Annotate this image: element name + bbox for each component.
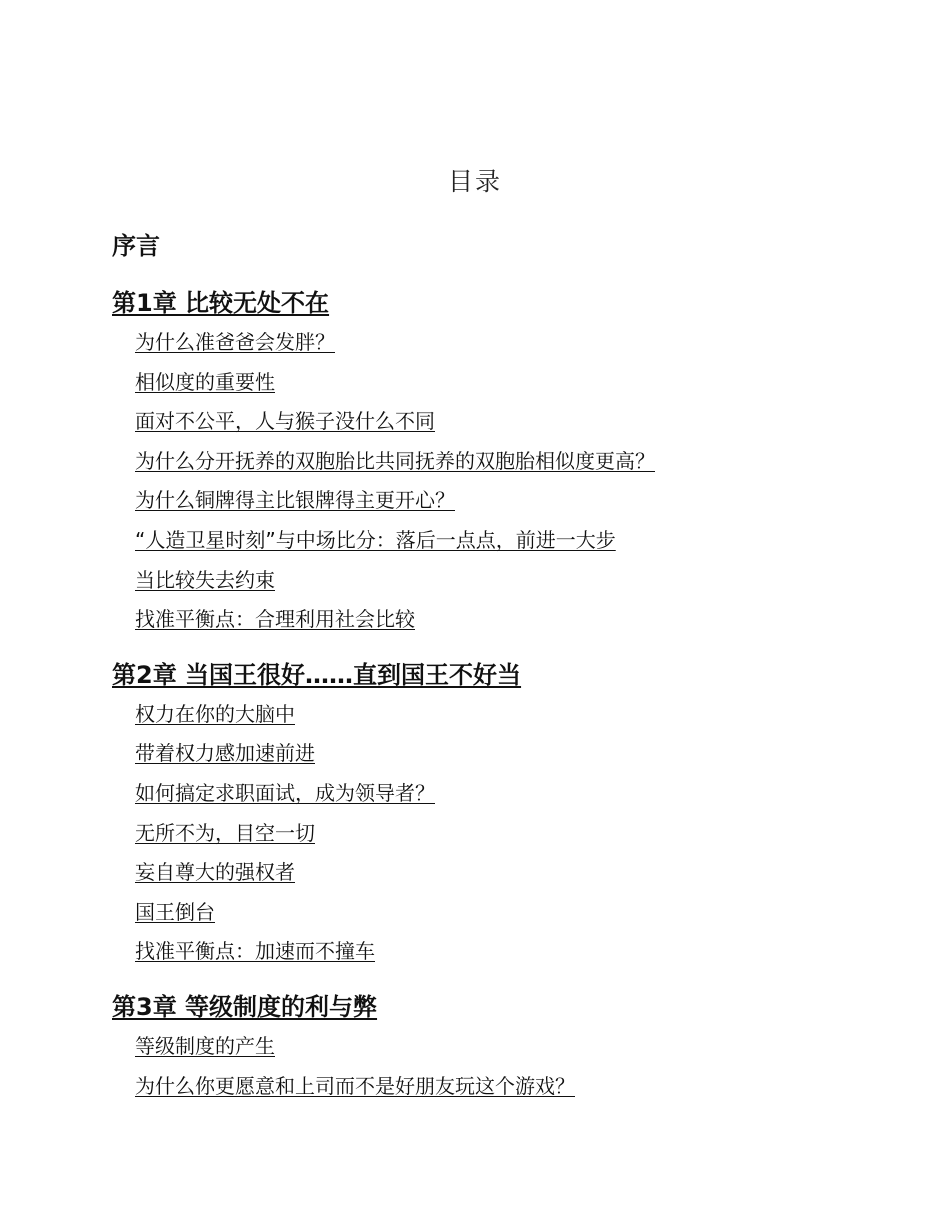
chapter-3-title[interactable]: 第3章 等级制度的利与弊 <box>112 992 378 1021</box>
toc-link[interactable]: 为什么铜牌得主比银牌得主更开心？ <box>135 488 455 513</box>
toc-link[interactable]: “人造卫星时刻”与中场比分：落后一点点，前进一大步 <box>135 527 616 552</box>
preface-heading[interactable]: 序言 <box>112 232 160 260</box>
chapter-2-title[interactable]: 第2章 当国王很好……直到国王不好当 <box>112 660 522 689</box>
toc-link[interactable]: 如何搞定求职面试，成为领导者？ <box>135 780 435 805</box>
toc-link[interactable]: 为什么准爸爸会发胖？ <box>135 330 335 354</box>
toc-link[interactable]: 找准平衡点：加速而不撞车 <box>135 939 375 964</box>
chapter-3 <box>112 987 892 1106</box>
chapter-1 <box>112 283 892 640</box>
chapter-2 <box>112 655 892 972</box>
toc-link[interactable]: 国王倒台 <box>135 899 215 924</box>
chapter-spacer <box>112 972 892 987</box>
table-of-contents <box>112 226 892 1106</box>
toc-link[interactable]: 面对不公平，人与猴子没什么不同 <box>135 409 435 434</box>
toc-link[interactable]: 当比较失去约束 <box>135 567 275 592</box>
chapter-1-title[interactable]: 第1章 比较无处不在 <box>112 289 330 317</box>
toc-link[interactable]: 妄自尊大的强权者 <box>135 860 295 885</box>
toc-link[interactable]: 为什么分开抚养的双胞胎比共同抚养的双胞胎相似度更高？ <box>135 448 655 473</box>
toc-link[interactable]: 相似度的重要性 <box>135 369 275 394</box>
toc-link[interactable]: 带着权力感加速前进 <box>135 741 315 766</box>
toc-title: 目录 <box>447 167 502 196</box>
toc-link[interactable]: 无所不为，目空一切 <box>135 820 315 845</box>
toc-link[interactable]: 为什么你更愿意和上司而不是好朋友玩这个游戏？ <box>135 1073 575 1098</box>
toc-link[interactable]: 等级制度的产生 <box>135 1033 275 1058</box>
toc-link[interactable]: 权力在你的大脑中 <box>135 701 295 726</box>
toc-link[interactable]: 找准平衡点：合理利用社会比较 <box>135 607 415 632</box>
chapter-spacer <box>112 640 892 655</box>
